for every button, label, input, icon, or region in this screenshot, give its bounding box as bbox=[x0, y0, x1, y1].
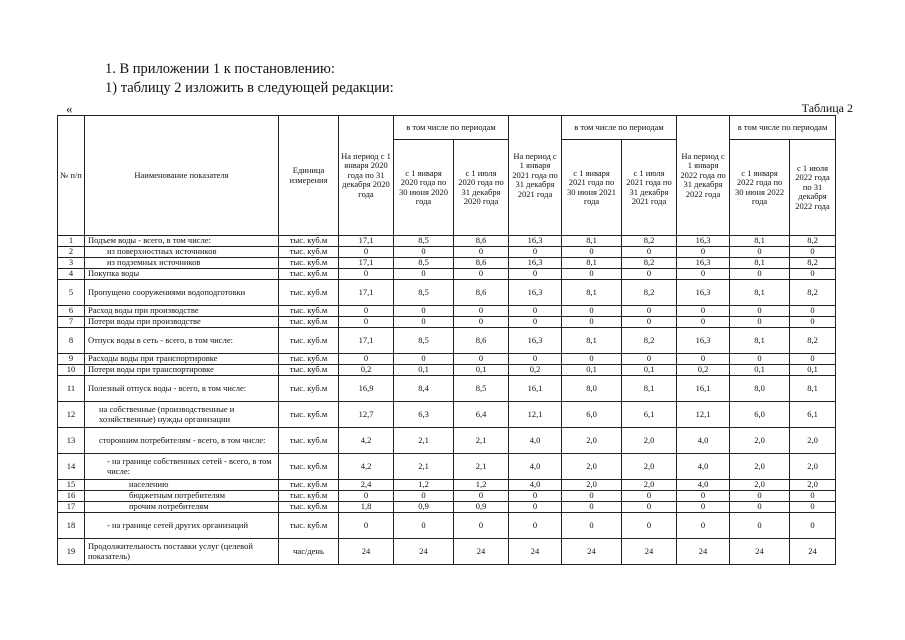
value-cell: 16,1 bbox=[677, 376, 730, 402]
value-cell: 8,1 bbox=[562, 280, 622, 306]
value-cell: 0 bbox=[730, 247, 790, 258]
value-cell: 8,2 bbox=[622, 258, 677, 269]
value-cell: 0 bbox=[622, 513, 677, 539]
value-cell: 2,0 bbox=[790, 454, 836, 480]
value-cell: 0 bbox=[677, 491, 730, 502]
table-row bbox=[58, 306, 836, 317]
value-cell: 0 bbox=[394, 491, 454, 502]
header-period-2022-h1: с 1 января 2022 года по 30 июня 2022 года bbox=[730, 140, 790, 236]
intro-line-1: 1. В приложении 1 к постановлению: bbox=[105, 61, 335, 77]
value-cell: 17,1 bbox=[339, 258, 394, 269]
value-cell: 24 bbox=[562, 539, 622, 565]
opening-quote: « bbox=[66, 101, 73, 116]
value-cell: 0,1 bbox=[562, 365, 622, 376]
header-period-2021-h1: с 1 января 2021 года по 30 июня 2021 года bbox=[562, 140, 622, 236]
header-period-2022-total: На период с 1 января 2022 года по 31 декабря 2022 года bbox=[677, 116, 730, 236]
header-period-2021-group: в том числе по периодам bbox=[562, 116, 677, 140]
indicator-unit: тыс. куб.м bbox=[279, 328, 339, 354]
row-number: 6 bbox=[58, 306, 85, 317]
value-cell: 0 bbox=[622, 354, 677, 365]
row-number: 2 bbox=[58, 247, 85, 258]
value-cell: 8,1 bbox=[562, 258, 622, 269]
table-row bbox=[58, 491, 836, 502]
value-cell: 16,3 bbox=[677, 280, 730, 306]
value-cell: 17,1 bbox=[339, 236, 394, 247]
value-cell: 0 bbox=[454, 247, 509, 258]
value-cell: 1,2 bbox=[394, 480, 454, 491]
value-cell: 0 bbox=[509, 502, 562, 513]
value-cell: 0 bbox=[509, 354, 562, 365]
value-cell: 24 bbox=[622, 539, 677, 565]
value-cell: 2,1 bbox=[394, 454, 454, 480]
value-cell: 0 bbox=[394, 247, 454, 258]
table-row bbox=[58, 269, 836, 280]
value-cell: 1,2 bbox=[454, 480, 509, 491]
indicator-name: прочим потребителям bbox=[85, 502, 279, 513]
table-row bbox=[58, 539, 836, 565]
table-row bbox=[58, 247, 836, 258]
value-cell: 8,2 bbox=[622, 328, 677, 354]
value-cell: 0 bbox=[677, 247, 730, 258]
value-cell: 0 bbox=[454, 269, 509, 280]
value-cell: 2,0 bbox=[730, 428, 790, 454]
header-num: № п/п bbox=[58, 116, 85, 236]
value-cell: 0 bbox=[790, 317, 836, 328]
value-cell: 0 bbox=[790, 269, 836, 280]
header-unit: Единица измерения bbox=[279, 116, 339, 236]
value-cell: 4,0 bbox=[509, 480, 562, 491]
value-cell: 0 bbox=[454, 491, 509, 502]
indicator-name: Отпуск воды в сеть - всего, в том числе: bbox=[85, 328, 279, 354]
row-number: 12 bbox=[58, 402, 85, 428]
value-cell: 4,0 bbox=[677, 428, 730, 454]
value-cell: 16,3 bbox=[509, 236, 562, 247]
indicator-name: бюджетным потребителям bbox=[85, 491, 279, 502]
value-cell: 8,5 bbox=[394, 328, 454, 354]
indicators-table bbox=[57, 115, 836, 565]
indicator-name: Продолжительность поставки услуг (целевой показатель) bbox=[85, 539, 279, 565]
row-number: 5 bbox=[58, 280, 85, 306]
value-cell: 0 bbox=[562, 491, 622, 502]
value-cell: 8,0 bbox=[562, 376, 622, 402]
value-cell: 0 bbox=[339, 247, 394, 258]
value-cell: 0 bbox=[790, 354, 836, 365]
value-cell: 8,5 bbox=[454, 376, 509, 402]
value-cell: 0 bbox=[622, 317, 677, 328]
row-number: 19 bbox=[58, 539, 85, 565]
value-cell: 24 bbox=[394, 539, 454, 565]
value-cell: 6,1 bbox=[622, 402, 677, 428]
indicator-unit: тыс. куб.м bbox=[279, 247, 339, 258]
row-number: 18 bbox=[58, 513, 85, 539]
table-row bbox=[58, 317, 836, 328]
indicator-unit: тыс. куб.м bbox=[279, 280, 339, 306]
header-period-2022-h2: с 1 июля 2022 года по 31 декабря 2022 года bbox=[790, 140, 836, 236]
value-cell: 8,1 bbox=[562, 236, 622, 247]
value-cell: 0,1 bbox=[790, 365, 836, 376]
indicator-unit: тыс. куб.м bbox=[279, 306, 339, 317]
value-cell: 0,9 bbox=[394, 502, 454, 513]
value-cell: 0 bbox=[562, 247, 622, 258]
table-row bbox=[58, 513, 836, 539]
value-cell: 8,6 bbox=[454, 328, 509, 354]
value-cell: 0 bbox=[509, 513, 562, 539]
row-number: 3 bbox=[58, 258, 85, 269]
value-cell: 8,1 bbox=[730, 258, 790, 269]
value-cell: 0 bbox=[339, 306, 394, 317]
table-row bbox=[58, 454, 836, 480]
indicator-name: Подъем воды - всего, в том числе: bbox=[85, 236, 279, 247]
value-cell: 2,4 bbox=[339, 480, 394, 491]
value-cell: 0 bbox=[730, 502, 790, 513]
value-cell: 1,8 bbox=[339, 502, 394, 513]
row-number: 11 bbox=[58, 376, 85, 402]
indicator-unit: тыс. куб.м bbox=[279, 354, 339, 365]
indicator-unit: тыс. куб.м bbox=[279, 365, 339, 376]
value-cell: 2,0 bbox=[562, 454, 622, 480]
value-cell: 2,1 bbox=[394, 428, 454, 454]
indicator-name: сторонним потребителям - всего, в том числе: bbox=[85, 428, 279, 454]
indicator-unit: тыс. куб.м bbox=[279, 502, 339, 513]
indicator-name: - на границе сетей других организаций bbox=[85, 513, 279, 539]
value-cell: 0 bbox=[622, 306, 677, 317]
value-cell: 4,0 bbox=[677, 454, 730, 480]
value-cell: 0 bbox=[730, 513, 790, 539]
value-cell: 0 bbox=[339, 513, 394, 539]
value-cell: 8,6 bbox=[454, 236, 509, 247]
value-cell: 24 bbox=[509, 539, 562, 565]
value-cell: 8,2 bbox=[622, 236, 677, 247]
value-cell: 12,1 bbox=[677, 402, 730, 428]
indicator-name: Полезный отпуск воды - всего, в том числе: bbox=[85, 376, 279, 402]
table-row bbox=[58, 480, 836, 491]
indicator-unit: тыс. куб.м bbox=[279, 269, 339, 280]
value-cell: 24 bbox=[677, 539, 730, 565]
indicator-name: из поверхностных источников bbox=[85, 247, 279, 258]
value-cell: 0 bbox=[339, 269, 394, 280]
indicator-unit: тыс. куб.м bbox=[279, 376, 339, 402]
indicator-name: Потери воды при производстве bbox=[85, 317, 279, 328]
value-cell: 0,2 bbox=[677, 365, 730, 376]
header-period-2020-group: в том числе по периодам bbox=[394, 116, 509, 140]
value-cell: 8,1 bbox=[730, 328, 790, 354]
value-cell: 4,0 bbox=[509, 454, 562, 480]
value-cell: 0 bbox=[730, 491, 790, 502]
value-cell: 6,1 bbox=[790, 402, 836, 428]
indicator-name: из подземных источников bbox=[85, 258, 279, 269]
indicator-name: Расход воды при производстве bbox=[85, 306, 279, 317]
value-cell: 2,0 bbox=[730, 480, 790, 491]
value-cell: 0 bbox=[509, 247, 562, 258]
row-number: 13 bbox=[58, 428, 85, 454]
value-cell: 2,0 bbox=[622, 454, 677, 480]
row-number: 4 bbox=[58, 269, 85, 280]
table-row bbox=[58, 328, 836, 354]
value-cell: 0 bbox=[339, 317, 394, 328]
row-number: 7 bbox=[58, 317, 85, 328]
value-cell: 0 bbox=[677, 354, 730, 365]
value-cell: 0 bbox=[622, 269, 677, 280]
value-cell: 8,5 bbox=[394, 280, 454, 306]
value-cell: 0 bbox=[677, 317, 730, 328]
value-cell: 8,5 bbox=[394, 258, 454, 269]
table-row bbox=[58, 354, 836, 365]
value-cell: 0 bbox=[677, 513, 730, 539]
value-cell: 0 bbox=[562, 502, 622, 513]
value-cell: 4,0 bbox=[677, 480, 730, 491]
table-row bbox=[58, 365, 836, 376]
value-cell: 6,0 bbox=[562, 402, 622, 428]
header-period-2021-total: На период с 1 января 2021 года по 31 декабря 2021 года bbox=[509, 116, 562, 236]
value-cell: 16,3 bbox=[509, 280, 562, 306]
value-cell: 2,0 bbox=[730, 454, 790, 480]
value-cell: 8,2 bbox=[790, 280, 836, 306]
value-cell: 8,1 bbox=[790, 376, 836, 402]
value-cell: 8,2 bbox=[790, 236, 836, 247]
row-number: 1 bbox=[58, 236, 85, 247]
value-cell: 6,3 bbox=[394, 402, 454, 428]
value-cell: 0,1 bbox=[394, 365, 454, 376]
value-cell: 0 bbox=[454, 354, 509, 365]
value-cell: 4,2 bbox=[339, 428, 394, 454]
value-cell: 0,1 bbox=[454, 365, 509, 376]
value-cell: 0 bbox=[394, 317, 454, 328]
value-cell: 0 bbox=[730, 317, 790, 328]
intro-line-2: 1) таблицу 2 изложить в следующей редакции: bbox=[105, 80, 394, 96]
indicator-unit: тыс. куб.м bbox=[279, 428, 339, 454]
value-cell: 0 bbox=[790, 247, 836, 258]
value-cell: 17,1 bbox=[339, 328, 394, 354]
indicator-name: населению bbox=[85, 480, 279, 491]
value-cell: 2,1 bbox=[454, 454, 509, 480]
value-cell: 8,2 bbox=[622, 280, 677, 306]
value-cell: 8,2 bbox=[790, 328, 836, 354]
table-label: Таблица 2 bbox=[801, 101, 853, 115]
header-period-2020-total: На период с 1 января 2020 года по 31 декабря 2020 года bbox=[339, 116, 394, 236]
header-name: Наименование показателя bbox=[85, 116, 279, 236]
value-cell: 8,1 bbox=[562, 328, 622, 354]
indicator-unit: тыс. куб.м bbox=[279, 513, 339, 539]
value-cell: 0 bbox=[562, 513, 622, 539]
indicator-name: Пропущено сооружениями водоподготовки bbox=[85, 280, 279, 306]
table-row bbox=[58, 402, 836, 428]
row-number: 17 bbox=[58, 502, 85, 513]
indicator-unit: тыс. куб.м bbox=[279, 454, 339, 480]
value-cell: 0 bbox=[562, 354, 622, 365]
value-cell: 2,1 bbox=[454, 428, 509, 454]
value-cell: 0 bbox=[509, 306, 562, 317]
value-cell: 8,1 bbox=[730, 236, 790, 247]
value-cell: 16,3 bbox=[677, 258, 730, 269]
indicator-name: Расходы воды при транспортировке bbox=[85, 354, 279, 365]
value-cell: 0 bbox=[730, 269, 790, 280]
indicator-unit: час/день bbox=[279, 539, 339, 565]
value-cell: 0 bbox=[454, 317, 509, 328]
value-cell: 0 bbox=[677, 306, 730, 317]
value-cell: 2,0 bbox=[622, 428, 677, 454]
value-cell: 0 bbox=[509, 269, 562, 280]
value-cell: 8,1 bbox=[622, 376, 677, 402]
indicator-name: Потери воды при транспортировке bbox=[85, 365, 279, 376]
value-cell: 0 bbox=[790, 502, 836, 513]
indicator-unit: тыс. куб.м bbox=[279, 317, 339, 328]
value-cell: 6,4 bbox=[454, 402, 509, 428]
value-cell: 16,1 bbox=[509, 376, 562, 402]
value-cell: 0 bbox=[509, 491, 562, 502]
table-row bbox=[58, 258, 836, 269]
value-cell: 0 bbox=[790, 491, 836, 502]
value-cell: 2,0 bbox=[790, 428, 836, 454]
value-cell: 0 bbox=[509, 317, 562, 328]
value-cell: 2,0 bbox=[562, 480, 622, 491]
value-cell: 16,3 bbox=[677, 236, 730, 247]
value-cell: 0,2 bbox=[339, 365, 394, 376]
value-cell: 0 bbox=[562, 317, 622, 328]
value-cell: 2,0 bbox=[790, 480, 836, 491]
value-cell: 0 bbox=[394, 354, 454, 365]
header-period-2020-h2: с 1 июля 2020 года по 31 декабря 2020 года bbox=[454, 140, 509, 236]
value-cell: 0 bbox=[730, 354, 790, 365]
value-cell: 8,5 bbox=[394, 236, 454, 247]
value-cell: 0 bbox=[339, 354, 394, 365]
value-cell: 0 bbox=[622, 491, 677, 502]
value-cell: 16,3 bbox=[509, 258, 562, 269]
indicator-unit: тыс. куб.м bbox=[279, 258, 339, 269]
value-cell: 4,2 bbox=[339, 454, 394, 480]
value-cell: 0 bbox=[394, 269, 454, 280]
row-number: 14 bbox=[58, 454, 85, 480]
indicator-unit: тыс. куб.м bbox=[279, 491, 339, 502]
value-cell: 0,2 bbox=[509, 365, 562, 376]
indicator-unit: тыс. куб.м bbox=[279, 402, 339, 428]
value-cell: 0 bbox=[339, 491, 394, 502]
value-cell: 8,6 bbox=[454, 258, 509, 269]
value-cell: 0 bbox=[562, 306, 622, 317]
value-cell: 8,6 bbox=[454, 280, 509, 306]
value-cell: 0 bbox=[730, 306, 790, 317]
value-cell: 0 bbox=[454, 513, 509, 539]
value-cell: 24 bbox=[454, 539, 509, 565]
header-period-2020-h1: с 1 января 2020 года по 30 июня 2020 года bbox=[394, 140, 454, 236]
value-cell: 8,2 bbox=[790, 258, 836, 269]
value-cell: 12,7 bbox=[339, 402, 394, 428]
value-cell: 16,3 bbox=[509, 328, 562, 354]
value-cell: 24 bbox=[339, 539, 394, 565]
table-row bbox=[58, 428, 836, 454]
header-period-2022-group: в том числе по периодам bbox=[730, 116, 836, 140]
value-cell: 4,0 bbox=[509, 428, 562, 454]
header-period-2021-h2: с 1 июля 2021 года по 31 декабря 2021 года bbox=[622, 140, 677, 236]
value-cell: 0,1 bbox=[622, 365, 677, 376]
value-cell: 0 bbox=[622, 502, 677, 513]
value-cell: 0 bbox=[790, 513, 836, 539]
value-cell: 12,1 bbox=[509, 402, 562, 428]
value-cell: 8,0 bbox=[730, 376, 790, 402]
indicator-unit: тыс. куб.м bbox=[279, 480, 339, 491]
value-cell: 2,0 bbox=[622, 480, 677, 491]
value-cell: 0,9 bbox=[454, 502, 509, 513]
value-cell: 0 bbox=[394, 306, 454, 317]
value-cell: 0 bbox=[622, 247, 677, 258]
row-number: 8 bbox=[58, 328, 85, 354]
value-cell: 24 bbox=[790, 539, 836, 565]
row-number: 16 bbox=[58, 491, 85, 502]
row-number: 10 bbox=[58, 365, 85, 376]
value-cell: 8,4 bbox=[394, 376, 454, 402]
value-cell: 0 bbox=[562, 269, 622, 280]
table-row bbox=[58, 280, 836, 306]
value-cell: 6,0 bbox=[730, 402, 790, 428]
value-cell: 2,0 bbox=[562, 428, 622, 454]
indicator-name: - на границе собственных сетей - всего, в том числе: bbox=[85, 454, 279, 480]
value-cell: 0 bbox=[677, 269, 730, 280]
row-number: 9 bbox=[58, 354, 85, 365]
value-cell: 16,9 bbox=[339, 376, 394, 402]
table-row bbox=[58, 376, 836, 402]
indicator-unit: тыс. куб.м bbox=[279, 236, 339, 247]
value-cell: 0,1 bbox=[730, 365, 790, 376]
indicator-name: на собственные (производственные и хозяйственные) нужды организации bbox=[85, 402, 279, 428]
value-cell: 24 bbox=[730, 539, 790, 565]
value-cell: 0 bbox=[790, 306, 836, 317]
table-row bbox=[58, 502, 836, 513]
indicator-name: Покупка воды bbox=[85, 269, 279, 280]
value-cell: 17,1 bbox=[339, 280, 394, 306]
value-cell: 16,3 bbox=[677, 328, 730, 354]
value-cell: 0 bbox=[677, 502, 730, 513]
row-number: 15 bbox=[58, 480, 85, 491]
value-cell: 8,1 bbox=[730, 280, 790, 306]
table-row bbox=[58, 236, 836, 247]
value-cell: 0 bbox=[394, 513, 454, 539]
value-cell: 0 bbox=[454, 306, 509, 317]
